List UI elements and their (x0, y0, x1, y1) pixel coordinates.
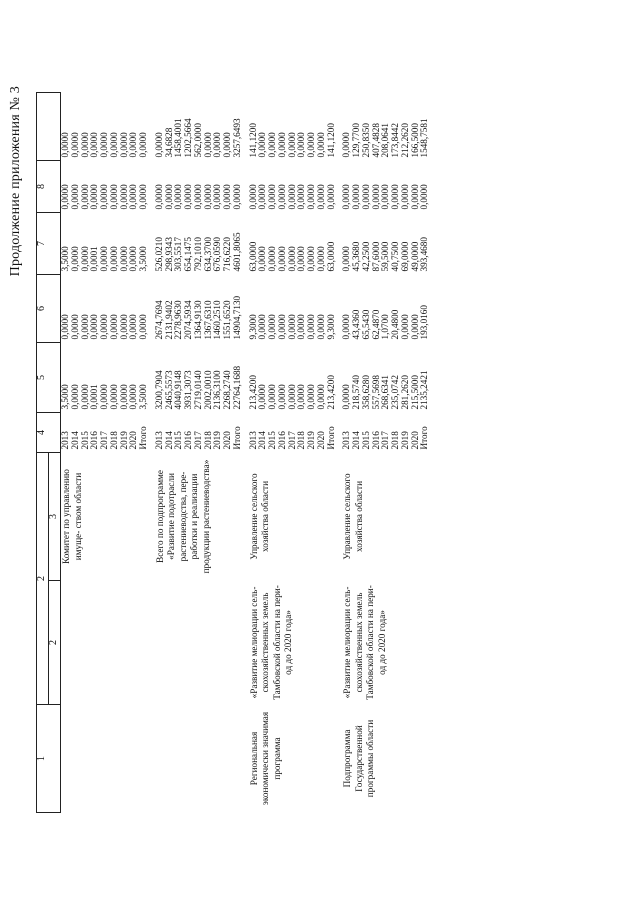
amount-cell: 59,5000 (380, 241, 391, 272)
amount-cell: 0,0000 (79, 184, 90, 210)
amount-cell: 0,0000 (60, 314, 70, 340)
amount-cell: 0,0000 (138, 184, 148, 210)
amount-cell: 166,5000 (409, 123, 420, 158)
amount-cell: 2719,0140 (192, 370, 203, 410)
amount-cell: 716,6220 (222, 237, 232, 272)
amount-cell: 0,0000 (341, 314, 352, 340)
year-cell: 2016 (276, 431, 287, 450)
year-cell: 2014 (351, 431, 361, 450)
amount-cell: 69,0000 (399, 241, 410, 272)
year-cell: 2019 (306, 431, 316, 450)
amount-cell: 792,1010 (192, 237, 203, 272)
amount-cell: 9,3000 (325, 314, 336, 340)
amount-cell: 49,0000 (409, 241, 420, 272)
amount-cell: 0,0000 (306, 184, 316, 210)
amount-cell: 1367,6310 (202, 300, 213, 340)
year-cell: 2014 (257, 431, 268, 450)
amount-cell: 0,0000 (99, 384, 109, 410)
amount-cell: 0,0000 (118, 132, 129, 158)
year-cell: Итого (325, 426, 336, 450)
header-col-8: 8 (37, 161, 61, 213)
amount-cell: 0,0000 (99, 314, 109, 340)
amount-cell: 0,0000 (296, 384, 307, 410)
year-cell: 2017 (192, 431, 203, 450)
amount-cell: 208,0641 (380, 123, 391, 158)
header-col-9 (37, 93, 61, 161)
amount-cell: 0,0000 (118, 314, 129, 340)
year-cell: 2014 (163, 431, 174, 450)
year-cell: 2014 (69, 431, 80, 450)
amount-cell: 9,3000 (247, 314, 258, 340)
year-cell: 2015 (267, 431, 277, 450)
amount-cell: 0,0000 (286, 314, 297, 340)
year-cell: 2015 (173, 431, 184, 450)
executor-cell: Управление сельского хозяйства области (248, 473, 270, 560)
amount-cell: 0,0000 (306, 314, 316, 340)
program-name-cell: «Развитие мелиорации сель- скохозяйственных земель Тамбовской области на пери- од до 2020 года» (342, 585, 387, 700)
amount-cell: 358,6280 (360, 375, 371, 410)
amount-cell: 0,0000 (276, 384, 287, 410)
amount-cell: 0,0000 (276, 184, 287, 210)
amount-cell: 2674,7694 (153, 300, 164, 340)
amount-cell: 0,0000 (276, 314, 287, 340)
amount-cell: 45,3680 (351, 241, 361, 272)
year-cell: 2018 (390, 431, 400, 450)
table-header (37, 93, 61, 813)
amount-cell: 0,0000 (163, 184, 174, 210)
year-cell: 2017 (380, 431, 391, 450)
amount-cell: 34,6828 (163, 127, 174, 158)
amount-cell: 0,0000 (409, 314, 420, 340)
amount-cell: 0,0000 (325, 184, 336, 210)
amount-cell: 0,0000 (267, 314, 277, 340)
year-cell: 2018 (108, 431, 119, 450)
amount-cell: 0,0000 (315, 246, 326, 272)
amount-cell: 0,0000 (60, 184, 70, 210)
year-cell: 2020 (128, 431, 139, 450)
amount-cell: 1551,6520 (222, 300, 232, 340)
amount-cell: 0,0000 (286, 132, 297, 158)
amount-cell: 173,8442 (390, 123, 400, 158)
amount-cell: 129,7700 (351, 123, 361, 158)
year-cell: 2020 (222, 431, 232, 450)
year-cell: Итого (419, 426, 430, 450)
amount-cell: 393,4680 (419, 237, 430, 272)
amount-cell: 0,0000 (79, 132, 90, 158)
amount-cell: 0,0000 (212, 184, 223, 210)
program-type-cell: Подпрограмма Государственной программы области (342, 719, 376, 798)
amount-cell: 0,0000 (276, 246, 287, 272)
amount-cell: 676,0590 (212, 237, 223, 272)
amount-cell: 407,4828 (370, 123, 381, 158)
amount-cell: 2131,9402 (163, 300, 174, 340)
header-col-2: 2 (49, 581, 61, 705)
amount-cell: 3257,6493 (231, 118, 242, 158)
amount-cell: 3,5000 (60, 246, 70, 272)
amount-cell: 0,0000 (267, 246, 277, 272)
amount-cell: 63,0000 (325, 241, 336, 272)
amount-cell: 0,0001 (89, 384, 100, 410)
year-cell: 2018 (202, 431, 213, 450)
amount-cell: 22764,1688 (231, 365, 242, 410)
amount-cell: 0,0001 (89, 246, 100, 272)
amount-cell: 87,6000 (370, 241, 381, 272)
amount-cell: 0,0000 (118, 384, 129, 410)
amount-cell: 0,0000 (128, 246, 139, 272)
amount-cell: 0,0000 (409, 184, 420, 210)
amount-cell: 42,2500 (360, 241, 371, 272)
amount-cell: 141,1200 (325, 123, 336, 158)
header-col-3: 3 (49, 453, 61, 581)
amount-cell: 3,5000 (60, 384, 70, 410)
amount-cell: 63,0000 (247, 241, 258, 272)
amount-cell: 0,0000 (60, 132, 70, 158)
amount-cell: 562,0000 (192, 123, 203, 158)
amount-cell: 0,0000 (69, 132, 80, 158)
amount-cell: 0,0000 (296, 246, 307, 272)
header-col-7: 7 (37, 213, 61, 275)
amount-cell: 0,0000 (153, 132, 164, 158)
year-cell: 2019 (118, 431, 129, 450)
amount-cell: 0,0000 (286, 384, 297, 410)
amount-cell: 215,5000 (409, 375, 420, 410)
year-cell: Итого (231, 426, 242, 450)
amount-cell: 0,0000 (128, 384, 139, 410)
amount-cell: 0,0000 (341, 384, 352, 410)
amount-cell: 0,0000 (276, 132, 287, 158)
executor-cell: Всего по подпрограмме «Развитие подотрасли растениеводства, пере- работки и реализации продукции растениеводства» (154, 459, 211, 574)
amount-cell: 0,0000 (399, 184, 410, 210)
amount-cell: 0,0000 (128, 184, 139, 210)
year-cell: 2013 (341, 431, 352, 450)
amount-cell: 281,2620 (399, 375, 410, 410)
amount-cell: 0,0000 (192, 184, 203, 210)
amount-cell: 0,0000 (183, 184, 193, 210)
amount-cell: 557,5698 (370, 375, 381, 410)
year-cell: 2013 (60, 431, 70, 450)
year-cell: 2018 (296, 431, 307, 450)
amount-cell: 141,1200 (247, 123, 258, 158)
year-cell: 2015 (360, 431, 371, 450)
amount-cell: 0,0000 (108, 384, 119, 410)
year-cell: 2017 (99, 431, 109, 450)
amount-cell: 3931,3073 (183, 370, 193, 410)
program-type-cell (61, 705, 149, 813)
year-cell: 2016 (183, 431, 193, 450)
amount-cell: 0,0000 (341, 184, 352, 210)
amount-cell: 0,0000 (212, 132, 223, 158)
header-col-4: 4 (37, 413, 61, 453)
amount-cell: 0,0000 (296, 184, 307, 210)
amount-cell: 3200,7904 (153, 370, 164, 410)
amount-cell: 0,0000 (69, 246, 80, 272)
amount-cell: 0,0000 (108, 184, 119, 210)
year-cell: 2013 (247, 431, 258, 450)
amount-cell: 0,0000 (257, 184, 268, 210)
amount-cell: 193,0160 (419, 305, 430, 340)
amount-cell: 0,0000 (315, 184, 326, 210)
amount-cell: 2268,2740 (222, 370, 232, 410)
amount-cell: 0,0000 (89, 314, 100, 340)
amount-cell: 0,0000 (108, 246, 119, 272)
amount-cell: 0,0000 (306, 246, 316, 272)
year-cell: 2016 (89, 431, 100, 450)
amount-cell: 3,5000 (138, 246, 148, 272)
amount-cell: 2465,5573 (163, 370, 174, 410)
amount-cell: 2002,0010 (202, 370, 213, 410)
amount-cell: 0,0000 (306, 384, 316, 410)
amount-cell: 0,0000 (202, 184, 213, 210)
amount-cell: 0,0000 (286, 246, 297, 272)
amount-cell: 0,0000 (306, 132, 316, 158)
amount-cell: 2278,9630 (173, 300, 184, 340)
amount-cell: 65,5430 (360, 309, 371, 340)
amount-cell: 0,0000 (231, 184, 242, 210)
program-type-cell: Региональная экономически значимая программа (248, 711, 282, 806)
amount-cell: 0,0000 (315, 384, 326, 410)
amount-cell: 1548,7581 (419, 118, 430, 158)
amount-cell: 4040,9148 (173, 370, 184, 410)
program-name-cell (155, 581, 243, 705)
amount-cell: 2135,2421 (419, 370, 430, 410)
year-cell: 2017 (286, 431, 297, 450)
year-cell: 2013 (153, 431, 164, 450)
year-cell: 2015 (79, 431, 90, 450)
year-cell: 2020 (315, 431, 326, 450)
amount-cell: 0,0000 (99, 246, 109, 272)
amount-cell: 0,0000 (89, 184, 100, 210)
amount-cell: 654,1475 (183, 237, 193, 272)
amount-cell: 40,7500 (390, 241, 400, 272)
amount-cell: 0,0000 (296, 132, 307, 158)
amount-cell: 1458,4001 (173, 118, 184, 158)
amount-cell: 0,0000 (360, 184, 371, 210)
amount-cell: 0,0000 (370, 184, 381, 210)
amount-cell: 4601,8065 (231, 232, 242, 272)
year-cell: 2016 (370, 431, 381, 450)
amount-cell: 0,0000 (89, 132, 100, 158)
amount-cell: 0,0000 (247, 184, 258, 210)
amount-cell: 0,0000 (138, 132, 148, 158)
amount-cell: 1364,9130 (192, 300, 203, 340)
amount-cell: 0,0000 (419, 184, 430, 210)
year-cell: 2020 (409, 431, 420, 450)
year-cell: Итого (138, 426, 148, 450)
appendix-caption: Продолжение приложения № 3 (8, 86, 23, 277)
amount-cell: 213,4200 (247, 375, 258, 410)
amount-cell: 0,0000 (99, 184, 109, 210)
header-col-6: 6 (37, 275, 61, 343)
amount-cell: 0,0000 (69, 384, 80, 410)
amount-cell: 268,6341 (380, 375, 391, 410)
amount-cell: 212,2620 (399, 123, 410, 158)
year-cell: 2019 (212, 431, 223, 450)
amount-cell: 0,0000 (267, 132, 277, 158)
amount-cell: 2074,5934 (183, 300, 193, 340)
amount-cell: 0,0000 (257, 246, 268, 272)
amount-cell: 1460,2510 (212, 300, 223, 340)
amount-cell: 0,0000 (79, 314, 90, 340)
amount-cell: 43,4360 (351, 309, 361, 340)
program-type-cell (155, 705, 243, 813)
header-group-2: 2 (37, 453, 49, 705)
amount-cell: 0,0000 (341, 246, 352, 272)
amount-cell: 0,0000 (341, 132, 352, 158)
amount-cell: 218,5740 (351, 375, 361, 410)
amount-cell: 0,0000 (390, 184, 400, 210)
amount-cell: 0,0000 (315, 132, 326, 158)
amount-cell: 0,0000 (118, 184, 129, 210)
amount-cell: 0,0000 (380, 184, 391, 210)
amount-cell: 20,4800 (390, 309, 400, 340)
amount-cell: 0,0000 (222, 184, 232, 210)
amount-cell: 213,4200 (325, 375, 336, 410)
amount-cell: 0,0000 (69, 314, 80, 340)
amount-cell: 0,0000 (69, 184, 80, 210)
program-name-cell: «Развитие мелиорации сель- скохозяйственных земель Тамбовской области на пери- од до 2020 года» (248, 585, 293, 700)
amount-cell: 0,0000 (399, 314, 410, 340)
amount-cell: 0,0000 (257, 132, 268, 158)
header-col-1: 1 (37, 705, 61, 813)
amount-cell: 0,0000 (222, 132, 232, 158)
amount-cell: 14904,7130 (231, 295, 242, 340)
amount-cell: 0,0000 (173, 184, 184, 210)
amount-cell: 298,9343 (163, 237, 174, 272)
amount-cell: 0,0000 (79, 384, 90, 410)
amount-cell: 634,3700 (202, 237, 213, 272)
executor-cell: Комитет по управлению имуще- ством области (61, 469, 83, 564)
amount-cell: 0,0000 (108, 132, 119, 158)
amount-cell: 250,8350 (360, 123, 371, 158)
budget-table (36, 92, 430, 813)
amount-cell: 0,0000 (315, 314, 326, 340)
amount-cell: 0,0000 (153, 184, 164, 210)
amount-cell: 0,0000 (267, 184, 277, 210)
amount-cell: 0,0000 (351, 184, 361, 210)
amount-cell: 1202,5664 (183, 118, 193, 158)
amount-cell: 0,0000 (128, 314, 139, 340)
amount-cell: 0,0000 (138, 314, 148, 340)
amount-cell: 0,0000 (202, 132, 213, 158)
amount-cell: 3,5000 (138, 384, 148, 410)
amount-cell: 526,0210 (153, 237, 164, 272)
amount-cell: 1,0700 (380, 314, 391, 340)
year-cell: 2019 (399, 431, 410, 450)
amount-cell: 0,0000 (118, 246, 129, 272)
amount-cell: 0,0000 (128, 132, 139, 158)
amount-cell: 0,0000 (267, 384, 277, 410)
amount-cell: 2136,3100 (212, 370, 223, 410)
amount-cell: 62,4870 (370, 309, 381, 340)
amount-cell: 0,0000 (99, 132, 109, 158)
table-body (61, 93, 431, 813)
amount-cell: 0,0000 (296, 314, 307, 340)
amount-cell: 0,0000 (79, 246, 90, 272)
amount-cell: 303,5517 (173, 237, 184, 272)
amount-cell: 0,0000 (286, 184, 297, 210)
executor-cell: Управление сельского хозяйства области (342, 473, 364, 560)
amount-cell: 235,0742 (390, 375, 400, 410)
header-col-5: 5 (37, 343, 61, 413)
amount-cell: 0,0000 (108, 314, 119, 340)
program-name-cell (61, 581, 149, 705)
amount-cell: 0,0000 (257, 384, 268, 410)
amount-cell: 0,0000 (257, 314, 268, 340)
